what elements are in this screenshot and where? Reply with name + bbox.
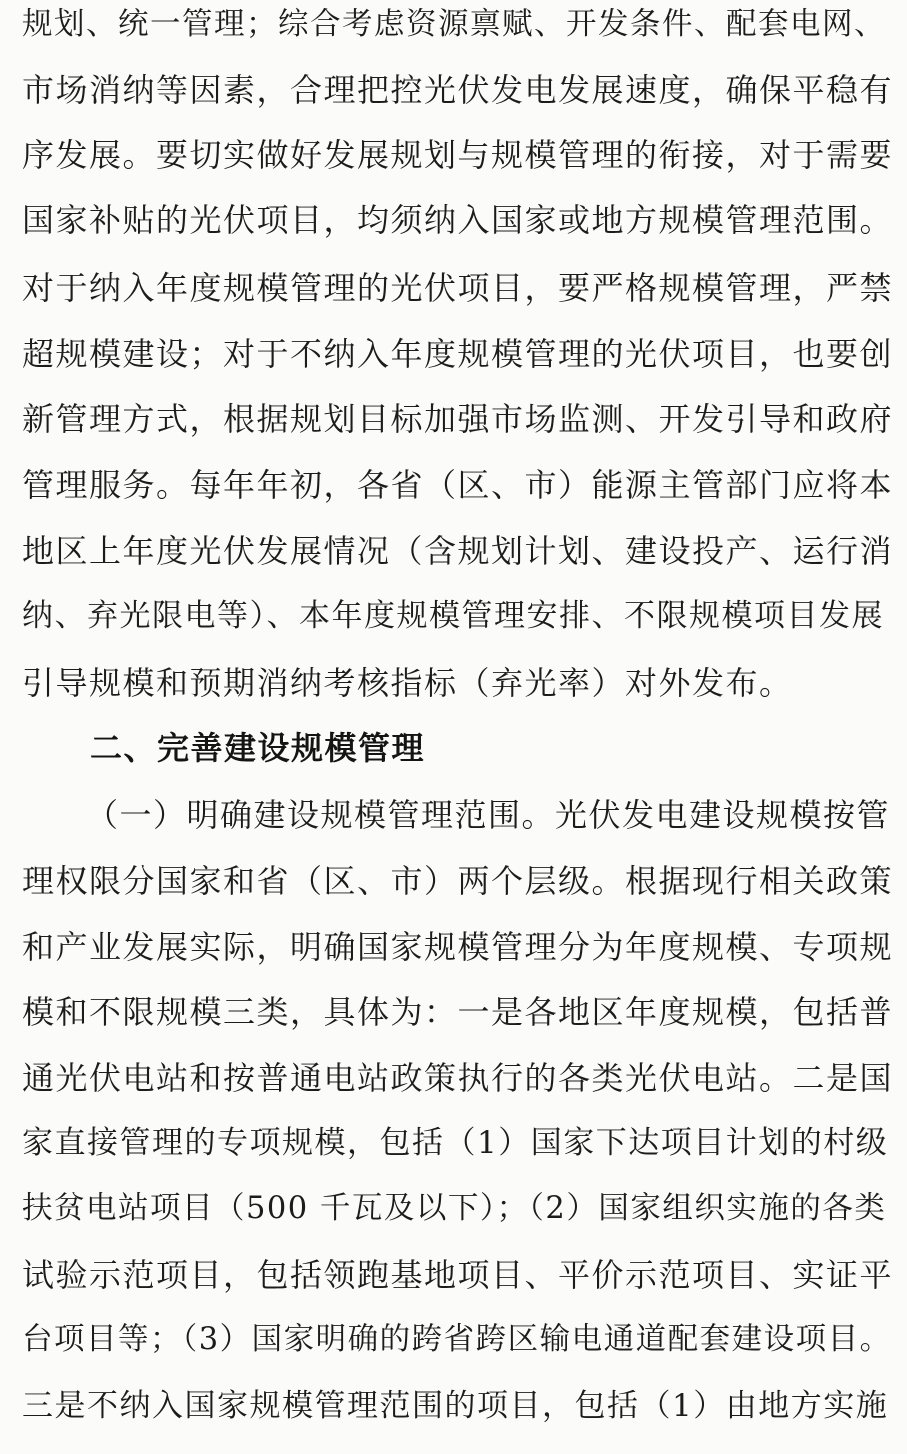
- text-line: 试验示范项目，包括领跑基地项目、平价示范项目、实证平: [22, 1256, 894, 1294]
- text-line: 家直接管理的专项规模，包括（1）国家下达项目计划的村级: [22, 1125, 889, 1161]
- text-line: 序发展。要切实做好发展规划与规模管理的衔接，对于需要: [22, 136, 894, 174]
- section-heading: 二、完善建设规模管理: [90, 729, 426, 767]
- text-line: 理权限分国家和省（区、市）两个层级。根据现行相关政策: [22, 862, 894, 900]
- text-line: 新管理方式，根据规划目标加强市场监测、开发引导和政府: [22, 400, 894, 438]
- text-line: 国家补贴的光伏项目，均须纳入国家或地方规模管理范围。: [22, 201, 894, 239]
- text-line: 市场消纳等因素，合理把控光伏发电发展速度，确保平稳有: [22, 71, 894, 109]
- text-line: 地区上年度光伏发展情况（含规划计划、建设投产、运行消: [22, 532, 894, 570]
- text-line: 通光伏电站和按普通电站政策执行的各类光伏电站。二是国: [22, 1059, 894, 1097]
- text-line: 三是不纳入国家规模管理范围的项目，包括（1）由地方实施: [22, 1388, 889, 1424]
- text-line: 台项目等；（3）国家明确的跨省跨区输电通道配套建设项目。: [22, 1322, 892, 1357]
- text-line: 对于纳入年度规模管理的光伏项目，要严格规模管理，严禁: [22, 269, 894, 307]
- text-line: 和产业发展实际，明确国家规模管理分为年度规模、专项规: [22, 928, 894, 966]
- text-line: 扶贫电站项目（500 千瓦及以下）；（2）国家组织实施的各类: [22, 1191, 887, 1226]
- text-line: 超规模建设；对于不纳入年度规模管理的光伏项目，也要创: [22, 335, 894, 373]
- text-line: 引导规模和预期消纳考核指标（弃光率）对外发布。: [22, 664, 793, 702]
- text-line: 模和不限规模三类，具体为：一是各地区年度规模，包括普: [22, 993, 894, 1031]
- text-line: （一）明确建设规模管理范围。光伏发电建设规模按管: [86, 796, 891, 834]
- text-line: 纳、弃光限电等）、本年度规模管理安排、不限规模项目发展: [22, 598, 884, 634]
- text-line: 管理服务。每年年初，各省（区、市）能源主管部门应将本: [22, 466, 894, 504]
- text-line: 规划、统一管理；综合考虑资源禀赋、开发条件、配套电网、: [22, 7, 886, 42]
